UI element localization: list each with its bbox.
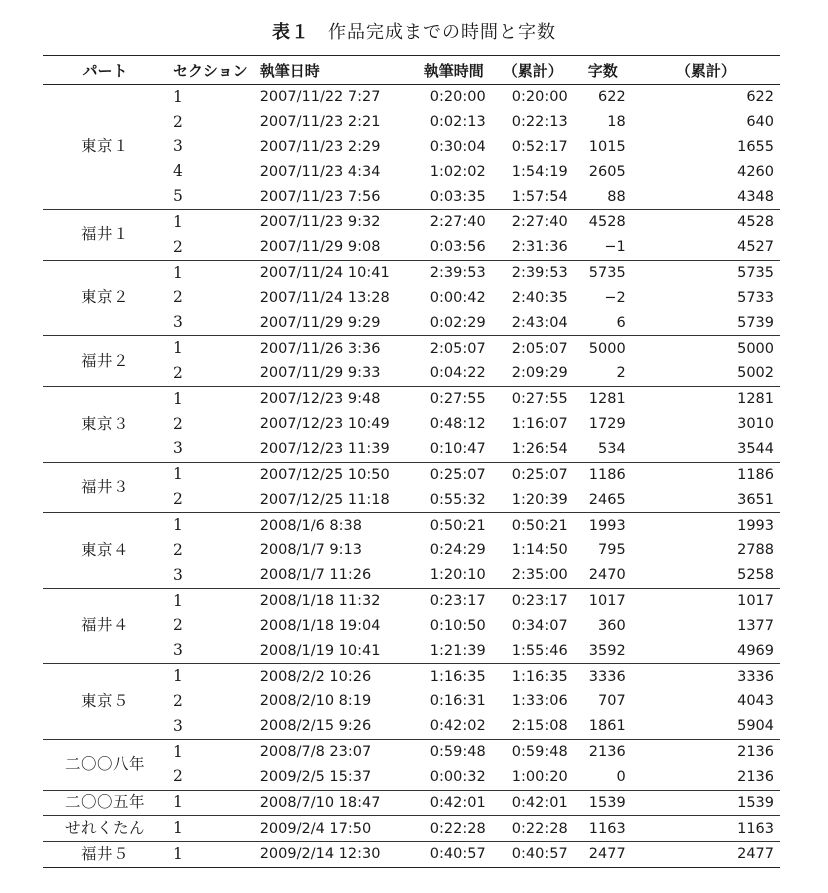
char-count-cell: 5735 bbox=[574, 260, 632, 285]
char-cumulative-cell: 1281 bbox=[632, 387, 780, 412]
char-count-cell: 1015 bbox=[588, 138, 626, 155]
writing-time-cell: 0:03:56 bbox=[429, 239, 486, 256]
datetime-cell: 2009/2/4 17:50 bbox=[254, 816, 416, 842]
table-caption bbox=[0, 18, 828, 44]
char-cumulative-cell: 4348 bbox=[737, 188, 774, 205]
char-cumulative-cell: 4528 bbox=[632, 210, 780, 235]
header-part: パート bbox=[43, 56, 167, 85]
table-caption-text: 作品完成までの時間と字数 bbox=[328, 22, 556, 43]
section-cell: 1 bbox=[167, 260, 254, 285]
datetime-cell: 2007/11/23 9:32 bbox=[254, 210, 416, 235]
writing-time-cell: 1:21:39 bbox=[429, 642, 486, 659]
writing-time-cell: 0:55:32 bbox=[429, 491, 486, 508]
datetime-cell: 2007/11/29 9:08 bbox=[259, 239, 381, 256]
part-cell: 東京１ bbox=[43, 85, 167, 210]
section-cell: 3 bbox=[173, 641, 183, 660]
datetime-cell: 2007/12/25 11:18 bbox=[259, 491, 390, 508]
char-count-cell: 795 bbox=[598, 542, 626, 559]
time-cumulative-cell: 2:43:04 bbox=[511, 314, 568, 331]
datetime-cell: 2007/11/24 10:41 bbox=[254, 260, 416, 285]
table-row bbox=[43, 513, 780, 538]
table-row bbox=[43, 260, 780, 285]
char-count-cell: 2477 bbox=[574, 842, 632, 868]
char-count-cell: 1861 bbox=[588, 718, 626, 735]
char-cumulative-cell: 2136 bbox=[737, 768, 774, 785]
char-count-cell: 2605 bbox=[588, 163, 626, 180]
char-count-cell: −2 bbox=[604, 289, 626, 306]
table-row bbox=[43, 210, 780, 235]
section-cell: 1 bbox=[167, 85, 254, 110]
table-row bbox=[43, 790, 780, 816]
table-row bbox=[43, 739, 780, 764]
writing-time-cell: 0:20:00 bbox=[416, 85, 492, 110]
char-count-cell: 0 bbox=[616, 768, 626, 785]
writing-time-cell: 0:23:17 bbox=[416, 588, 492, 613]
datetime-cell: 2008/1/6 8:38 bbox=[254, 513, 416, 538]
datetime-cell: 2007/11/22 7:27 bbox=[254, 85, 416, 110]
time-cumulative-cell: 0:22:28 bbox=[492, 816, 574, 842]
table-row bbox=[43, 387, 780, 412]
char-count-cell: 3336 bbox=[574, 664, 632, 689]
char-cumulative-cell: 5258 bbox=[737, 567, 774, 584]
section-cell: 1 bbox=[167, 387, 254, 412]
table-row bbox=[43, 462, 780, 487]
time-cumulative-cell: 2:09:29 bbox=[511, 365, 568, 382]
part-cell: 二〇〇八年 bbox=[43, 739, 167, 790]
char-cumulative-cell: 1539 bbox=[632, 790, 780, 816]
time-cumulative-cell: 1:57:54 bbox=[511, 188, 568, 205]
time-cumulative-cell: 1:16:35 bbox=[492, 664, 574, 689]
section-cell: 3 bbox=[173, 716, 183, 735]
char-cumulative-cell: 5000 bbox=[632, 336, 780, 361]
char-count-cell: 6 bbox=[616, 314, 626, 331]
datetime-cell: 2007/12/23 9:48 bbox=[254, 387, 416, 412]
char-cumulative-cell: 5002 bbox=[737, 365, 774, 382]
char-cumulative-cell: 4260 bbox=[737, 163, 774, 180]
section-cell: 1 bbox=[167, 664, 254, 689]
part-cell: 二〇〇五年 bbox=[43, 790, 167, 816]
writing-time-cell: 0:10:47 bbox=[429, 440, 486, 457]
char-cumulative-cell: 622 bbox=[632, 85, 780, 110]
table-body bbox=[43, 85, 780, 868]
char-count-cell: 1539 bbox=[574, 790, 632, 816]
char-cumulative-cell: 5904 bbox=[737, 718, 774, 735]
datetime-cell: 2009/2/14 12:30 bbox=[254, 842, 416, 868]
writing-time-cell: 2:05:07 bbox=[416, 336, 492, 361]
char-count-cell: 1281 bbox=[574, 387, 632, 412]
datetime-cell: 2007/12/23 11:39 bbox=[259, 440, 390, 457]
writing-time-cell: 1:16:35 bbox=[416, 664, 492, 689]
writing-time-cell: 0:25:07 bbox=[416, 462, 492, 487]
header-time-cumulative: （累計） bbox=[492, 56, 574, 85]
section-cell: 1 bbox=[167, 513, 254, 538]
writing-time-cell: 0:16:31 bbox=[429, 693, 486, 710]
time-cumulative-cell: 1:00:20 bbox=[511, 768, 568, 785]
char-count-cell: 88 bbox=[607, 188, 626, 205]
writing-time-cell: 0:10:50 bbox=[429, 617, 486, 634]
char-count-cell: 1186 bbox=[574, 462, 632, 487]
section-cell: 2 bbox=[173, 112, 183, 131]
writing-time-cell: 0:24:29 bbox=[429, 542, 486, 559]
section-cell: 2 bbox=[173, 767, 183, 786]
writing-time-cell: 1:20:10 bbox=[429, 567, 486, 584]
section-cell: 3 bbox=[173, 137, 183, 156]
section-cell: 1 bbox=[167, 790, 254, 816]
char-count-cell: 1163 bbox=[574, 816, 632, 842]
datetime-cell: 2008/2/2 10:26 bbox=[254, 664, 416, 689]
time-cumulative-cell: 1:54:19 bbox=[511, 163, 568, 180]
writing-time-cell: 0:48:12 bbox=[429, 416, 486, 433]
char-cumulative-cell: 3010 bbox=[737, 416, 774, 433]
char-count-cell: 2470 bbox=[588, 567, 626, 584]
datetime-cell: 2007/11/29 9:33 bbox=[259, 365, 381, 382]
part-cell: 東京５ bbox=[43, 664, 167, 740]
table-row bbox=[43, 588, 780, 613]
datetime-cell: 2008/7/8 23:07 bbox=[254, 739, 416, 764]
table-row bbox=[43, 842, 780, 868]
table-row bbox=[43, 85, 780, 110]
section-cell: 2 bbox=[173, 363, 183, 382]
time-cumulative-cell: 1:26:54 bbox=[511, 440, 568, 457]
writing-time-cell: 0:42:01 bbox=[416, 790, 492, 816]
char-count-cell: 360 bbox=[598, 617, 626, 634]
part-cell: せれくたん bbox=[43, 816, 167, 842]
writing-time-cell: 0:02:13 bbox=[429, 114, 486, 131]
datetime-cell: 2007/11/23 4:34 bbox=[259, 163, 381, 180]
char-cumulative-cell: 3336 bbox=[632, 664, 780, 689]
time-cumulative-cell: 2:05:07 bbox=[492, 336, 574, 361]
datetime-cell: 2008/1/18 19:04 bbox=[259, 617, 381, 634]
char-count-cell: 534 bbox=[598, 440, 626, 457]
section-cell: 1 bbox=[167, 336, 254, 361]
part-cell: 東京４ bbox=[43, 513, 167, 589]
time-cumulative-cell: 2:31:36 bbox=[511, 239, 568, 256]
time-cumulative-cell: 0:42:01 bbox=[492, 790, 574, 816]
char-cumulative-cell: 1017 bbox=[632, 588, 780, 613]
section-cell: 5 bbox=[173, 187, 183, 206]
char-count-cell: 5000 bbox=[574, 336, 632, 361]
time-cumulative-cell: 1:20:39 bbox=[511, 491, 568, 508]
header-char-count: 字数 bbox=[574, 56, 632, 85]
section-cell: 1 bbox=[167, 739, 254, 764]
time-cumulative-cell: 2:27:40 bbox=[492, 210, 574, 235]
part-cell: 福井５ bbox=[43, 842, 167, 868]
char-cumulative-cell: 3651 bbox=[737, 491, 774, 508]
section-cell: 2 bbox=[173, 540, 183, 559]
section-cell: 1 bbox=[167, 842, 254, 868]
section-cell: 3 bbox=[173, 565, 183, 584]
time-cumulative-cell: 1:14:50 bbox=[511, 542, 568, 559]
datetime-cell: 2008/2/15 9:26 bbox=[259, 718, 372, 735]
part-cell: 東京３ bbox=[43, 387, 167, 463]
char-cumulative-cell: 1186 bbox=[632, 462, 780, 487]
writing-time-cell: 0:50:21 bbox=[416, 513, 492, 538]
header-section: セクション bbox=[167, 56, 254, 85]
header-char-cumulative: （累計） bbox=[632, 56, 780, 85]
section-cell: 2 bbox=[173, 237, 183, 256]
char-cumulative-cell: 3544 bbox=[737, 440, 774, 457]
section-cell: 3 bbox=[173, 313, 183, 332]
datetime-cell: 2007/11/23 2:29 bbox=[259, 138, 381, 155]
char-count-cell: 707 bbox=[598, 693, 626, 710]
header-writing-time: 執筆時間 bbox=[416, 56, 492, 85]
section-cell: 1 bbox=[167, 210, 254, 235]
char-cumulative-cell: 640 bbox=[746, 114, 774, 131]
datetime-cell: 2007/12/25 10:50 bbox=[254, 462, 416, 487]
writing-time-cell: 1:02:02 bbox=[429, 163, 486, 180]
writing-time-cell: 0:00:42 bbox=[429, 289, 486, 306]
time-cumulative-cell: 2:40:35 bbox=[511, 289, 568, 306]
time-cumulative-cell: 0:34:07 bbox=[511, 617, 568, 634]
char-count-cell: 2 bbox=[616, 365, 626, 382]
writing-time-table bbox=[43, 55, 780, 868]
time-cumulative-cell: 0:50:21 bbox=[492, 513, 574, 538]
time-cumulative-cell: 2:35:00 bbox=[511, 567, 568, 584]
part-cell: 東京２ bbox=[43, 260, 167, 336]
char-cumulative-cell: 2788 bbox=[737, 542, 774, 559]
datetime-cell: 2008/1/7 9:13 bbox=[259, 542, 362, 559]
writing-time-cell: 0:04:22 bbox=[429, 365, 486, 382]
part-cell: 福井４ bbox=[43, 588, 167, 664]
datetime-cell: 2007/11/29 9:29 bbox=[259, 314, 381, 331]
datetime-cell: 2008/1/7 11:26 bbox=[259, 567, 372, 584]
datetime-cell: 2009/2/5 15:37 bbox=[259, 768, 372, 785]
char-cumulative-cell: 2477 bbox=[632, 842, 780, 868]
writing-time-cell: 0:40:57 bbox=[416, 842, 492, 868]
section-cell: 2 bbox=[173, 288, 183, 307]
datetime-cell: 2008/7/10 18:47 bbox=[254, 790, 416, 816]
writing-time-cell: 2:27:40 bbox=[416, 210, 492, 235]
time-cumulative-cell: 1:33:06 bbox=[511, 693, 568, 710]
section-cell: 1 bbox=[167, 816, 254, 842]
char-cumulative-cell: 5735 bbox=[632, 260, 780, 285]
time-cumulative-cell: 2:39:53 bbox=[492, 260, 574, 285]
writing-time-cell: 0:30:04 bbox=[429, 138, 486, 155]
time-cumulative-cell: 0:25:07 bbox=[492, 462, 574, 487]
time-cumulative-cell: 0:52:17 bbox=[511, 138, 568, 155]
time-cumulative-cell: 0:27:55 bbox=[492, 387, 574, 412]
char-cumulative-cell: 4969 bbox=[737, 642, 774, 659]
part-cell: 福井３ bbox=[43, 462, 167, 513]
writing-time-cell: 0:02:29 bbox=[429, 314, 486, 331]
writing-time-cell: 2:39:53 bbox=[416, 260, 492, 285]
section-cell: 2 bbox=[173, 414, 183, 433]
datetime-cell: 2008/1/19 10:41 bbox=[259, 642, 381, 659]
section-cell: 2 bbox=[173, 490, 183, 509]
section-cell: 2 bbox=[173, 616, 183, 635]
datetime-cell: 2008/2/10 8:19 bbox=[259, 693, 372, 710]
time-cumulative-cell: 0:40:57 bbox=[492, 842, 574, 868]
header-datetime: 執筆日時 bbox=[254, 56, 416, 85]
char-cumulative-cell: 1377 bbox=[737, 617, 774, 634]
datetime-cell: 2007/11/24 13:28 bbox=[259, 289, 390, 306]
part-cell: 福井１ bbox=[43, 210, 167, 261]
char-count-cell: −1 bbox=[604, 239, 626, 256]
char-cumulative-cell: 2136 bbox=[632, 739, 780, 764]
writing-time-cell: 0:42:02 bbox=[429, 718, 486, 735]
time-cumulative-cell: 0:59:48 bbox=[492, 739, 574, 764]
char-count-cell: 622 bbox=[574, 85, 632, 110]
datetime-cell: 2007/11/23 7:56 bbox=[259, 188, 381, 205]
writing-time-cell: 0:59:48 bbox=[416, 739, 492, 764]
time-cumulative-cell: 2:15:08 bbox=[511, 718, 568, 735]
char-cumulative-cell: 1655 bbox=[737, 138, 774, 155]
section-cell: 1 bbox=[167, 462, 254, 487]
char-cumulative-cell: 5739 bbox=[737, 314, 774, 331]
char-count-cell: 1017 bbox=[574, 588, 632, 613]
datetime-cell: 2007/11/26 3:36 bbox=[254, 336, 416, 361]
char-cumulative-cell: 1163 bbox=[632, 816, 780, 842]
char-count-cell: 1993 bbox=[574, 513, 632, 538]
part-cell: 福井２ bbox=[43, 336, 167, 387]
table-row bbox=[43, 664, 780, 689]
writing-time-cell: 0:22:28 bbox=[416, 816, 492, 842]
char-count-cell: 1729 bbox=[588, 416, 626, 433]
section-cell: 1 bbox=[167, 588, 254, 613]
char-cumulative-cell: 5733 bbox=[737, 289, 774, 306]
char-count-cell: 4528 bbox=[574, 210, 632, 235]
time-cumulative-cell: 0:20:00 bbox=[492, 85, 574, 110]
table-row bbox=[43, 336, 780, 361]
writing-time-cell: 0:00:32 bbox=[429, 768, 486, 785]
section-cell: 2 bbox=[173, 691, 183, 710]
writing-time-cell: 0:27:55 bbox=[416, 387, 492, 412]
time-cumulative-cell: 0:22:13 bbox=[511, 114, 568, 131]
table-caption-label: 表１ bbox=[272, 22, 310, 43]
datetime-cell: 2007/11/23 2:21 bbox=[259, 114, 381, 131]
char-cumulative-cell: 4043 bbox=[737, 693, 774, 710]
char-count-cell: 18 bbox=[607, 114, 626, 131]
time-cumulative-cell: 1:55:46 bbox=[511, 642, 568, 659]
char-count-cell: 3592 bbox=[588, 642, 626, 659]
section-cell: 4 bbox=[173, 162, 183, 181]
table-row bbox=[43, 816, 780, 842]
section-cell: 3 bbox=[173, 439, 183, 458]
time-cumulative-cell: 1:16:07 bbox=[511, 416, 568, 433]
char-cumulative-cell: 4527 bbox=[737, 239, 774, 256]
time-cumulative-cell: 0:23:17 bbox=[492, 588, 574, 613]
datetime-cell: 2007/12/23 10:49 bbox=[259, 416, 390, 433]
table-header-row bbox=[43, 56, 780, 85]
char-count-cell: 2465 bbox=[588, 491, 626, 508]
datetime-cell: 2008/1/18 11:32 bbox=[254, 588, 416, 613]
writing-time-cell: 0:03:35 bbox=[429, 188, 486, 205]
char-cumulative-cell: 1993 bbox=[632, 513, 780, 538]
char-count-cell: 2136 bbox=[574, 739, 632, 764]
